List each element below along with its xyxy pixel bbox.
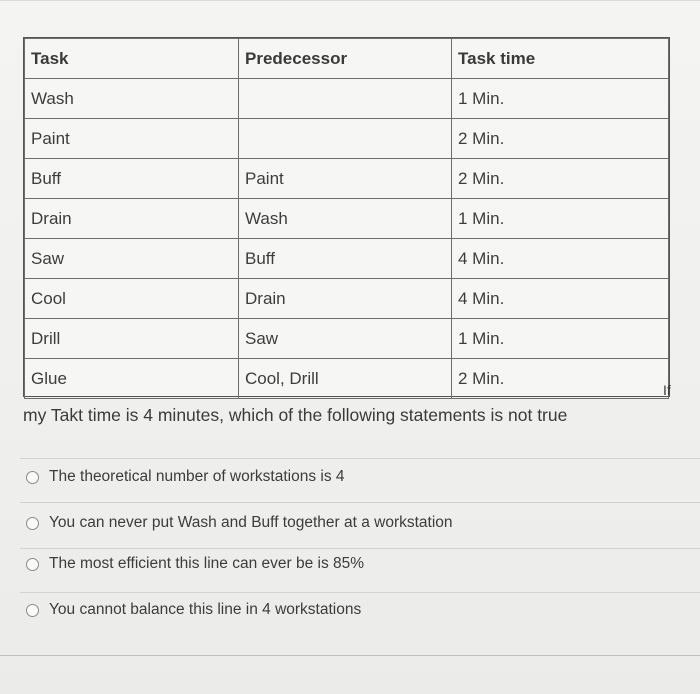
header-task-time: Task time	[452, 39, 669, 79]
table-row	[25, 159, 669, 199]
bottom-divider	[0, 655, 700, 656]
cell-task: Cool	[25, 279, 239, 319]
task-table-grid	[24, 38, 669, 399]
cell-task-time: 2 Min.	[452, 359, 669, 399]
question-prefix: If	[663, 382, 671, 398]
cell-predecessor: Wash	[239, 199, 452, 239]
radio-icon[interactable]	[26, 517, 39, 530]
radio-icon[interactable]	[26, 558, 39, 571]
option-label: You can never put Wash and Buff together at a workstation	[49, 514, 453, 531]
cell-task: Paint	[25, 119, 239, 159]
table-row	[25, 359, 669, 399]
table-row	[25, 119, 669, 159]
question-text: my Takt time is 4 minutes, which of the following statements is not true	[23, 405, 568, 425]
top-divider	[0, 0, 700, 1]
cell-task: Drill	[25, 319, 239, 359]
table-header-row	[25, 39, 669, 79]
header-predecessor: Predecessor	[239, 39, 452, 79]
option-divider	[20, 548, 700, 549]
answer-option-4[interactable]	[26, 596, 361, 624]
cell-task-time: 1 Min.	[452, 199, 669, 239]
cell-predecessor: Paint	[239, 159, 452, 199]
cell-predecessor	[239, 119, 452, 159]
answer-option-2[interactable]	[26, 509, 453, 537]
cell-predecessor	[239, 79, 452, 119]
cell-task-time: 4 Min.	[452, 239, 669, 279]
option-divider	[20, 592, 700, 593]
cell-predecessor: Saw	[239, 319, 452, 359]
option-label: The theoretical number of workstations is 4	[49, 468, 345, 485]
radio-icon[interactable]	[26, 604, 39, 617]
cell-task-time: 2 Min.	[452, 119, 669, 159]
radio-icon[interactable]	[26, 471, 39, 484]
task-table	[23, 37, 670, 397]
option-label: The most efficient this line can ever be is 85%	[49, 555, 365, 572]
cell-task: Wash	[25, 79, 239, 119]
cell-task: Drain	[25, 199, 239, 239]
option-divider	[20, 502, 700, 503]
answer-option-3[interactable]	[26, 550, 364, 578]
option-divider	[20, 458, 700, 459]
table-row	[25, 79, 669, 119]
cell-predecessor: Drain	[239, 279, 452, 319]
cell-task-time: 1 Min.	[452, 319, 669, 359]
option-label: You cannot balance this line in 4 workstations	[49, 601, 362, 618]
header-task: Task	[25, 39, 239, 79]
table-row	[25, 239, 669, 279]
cell-task-time: 2 Min.	[452, 159, 669, 199]
cell-task: Buff	[25, 159, 239, 199]
table-row	[25, 199, 669, 239]
cell-task-time: 1 Min.	[452, 79, 669, 119]
cell-task-time: 4 Min.	[452, 279, 669, 319]
cell-task: Saw	[25, 239, 239, 279]
table-row	[25, 279, 669, 319]
cell-predecessor: Cool, Drill	[239, 359, 452, 399]
cell-task: Glue	[25, 359, 239, 399]
table-row	[25, 319, 669, 359]
answer-option-1[interactable]	[26, 463, 345, 491]
cell-predecessor: Buff	[239, 239, 452, 279]
